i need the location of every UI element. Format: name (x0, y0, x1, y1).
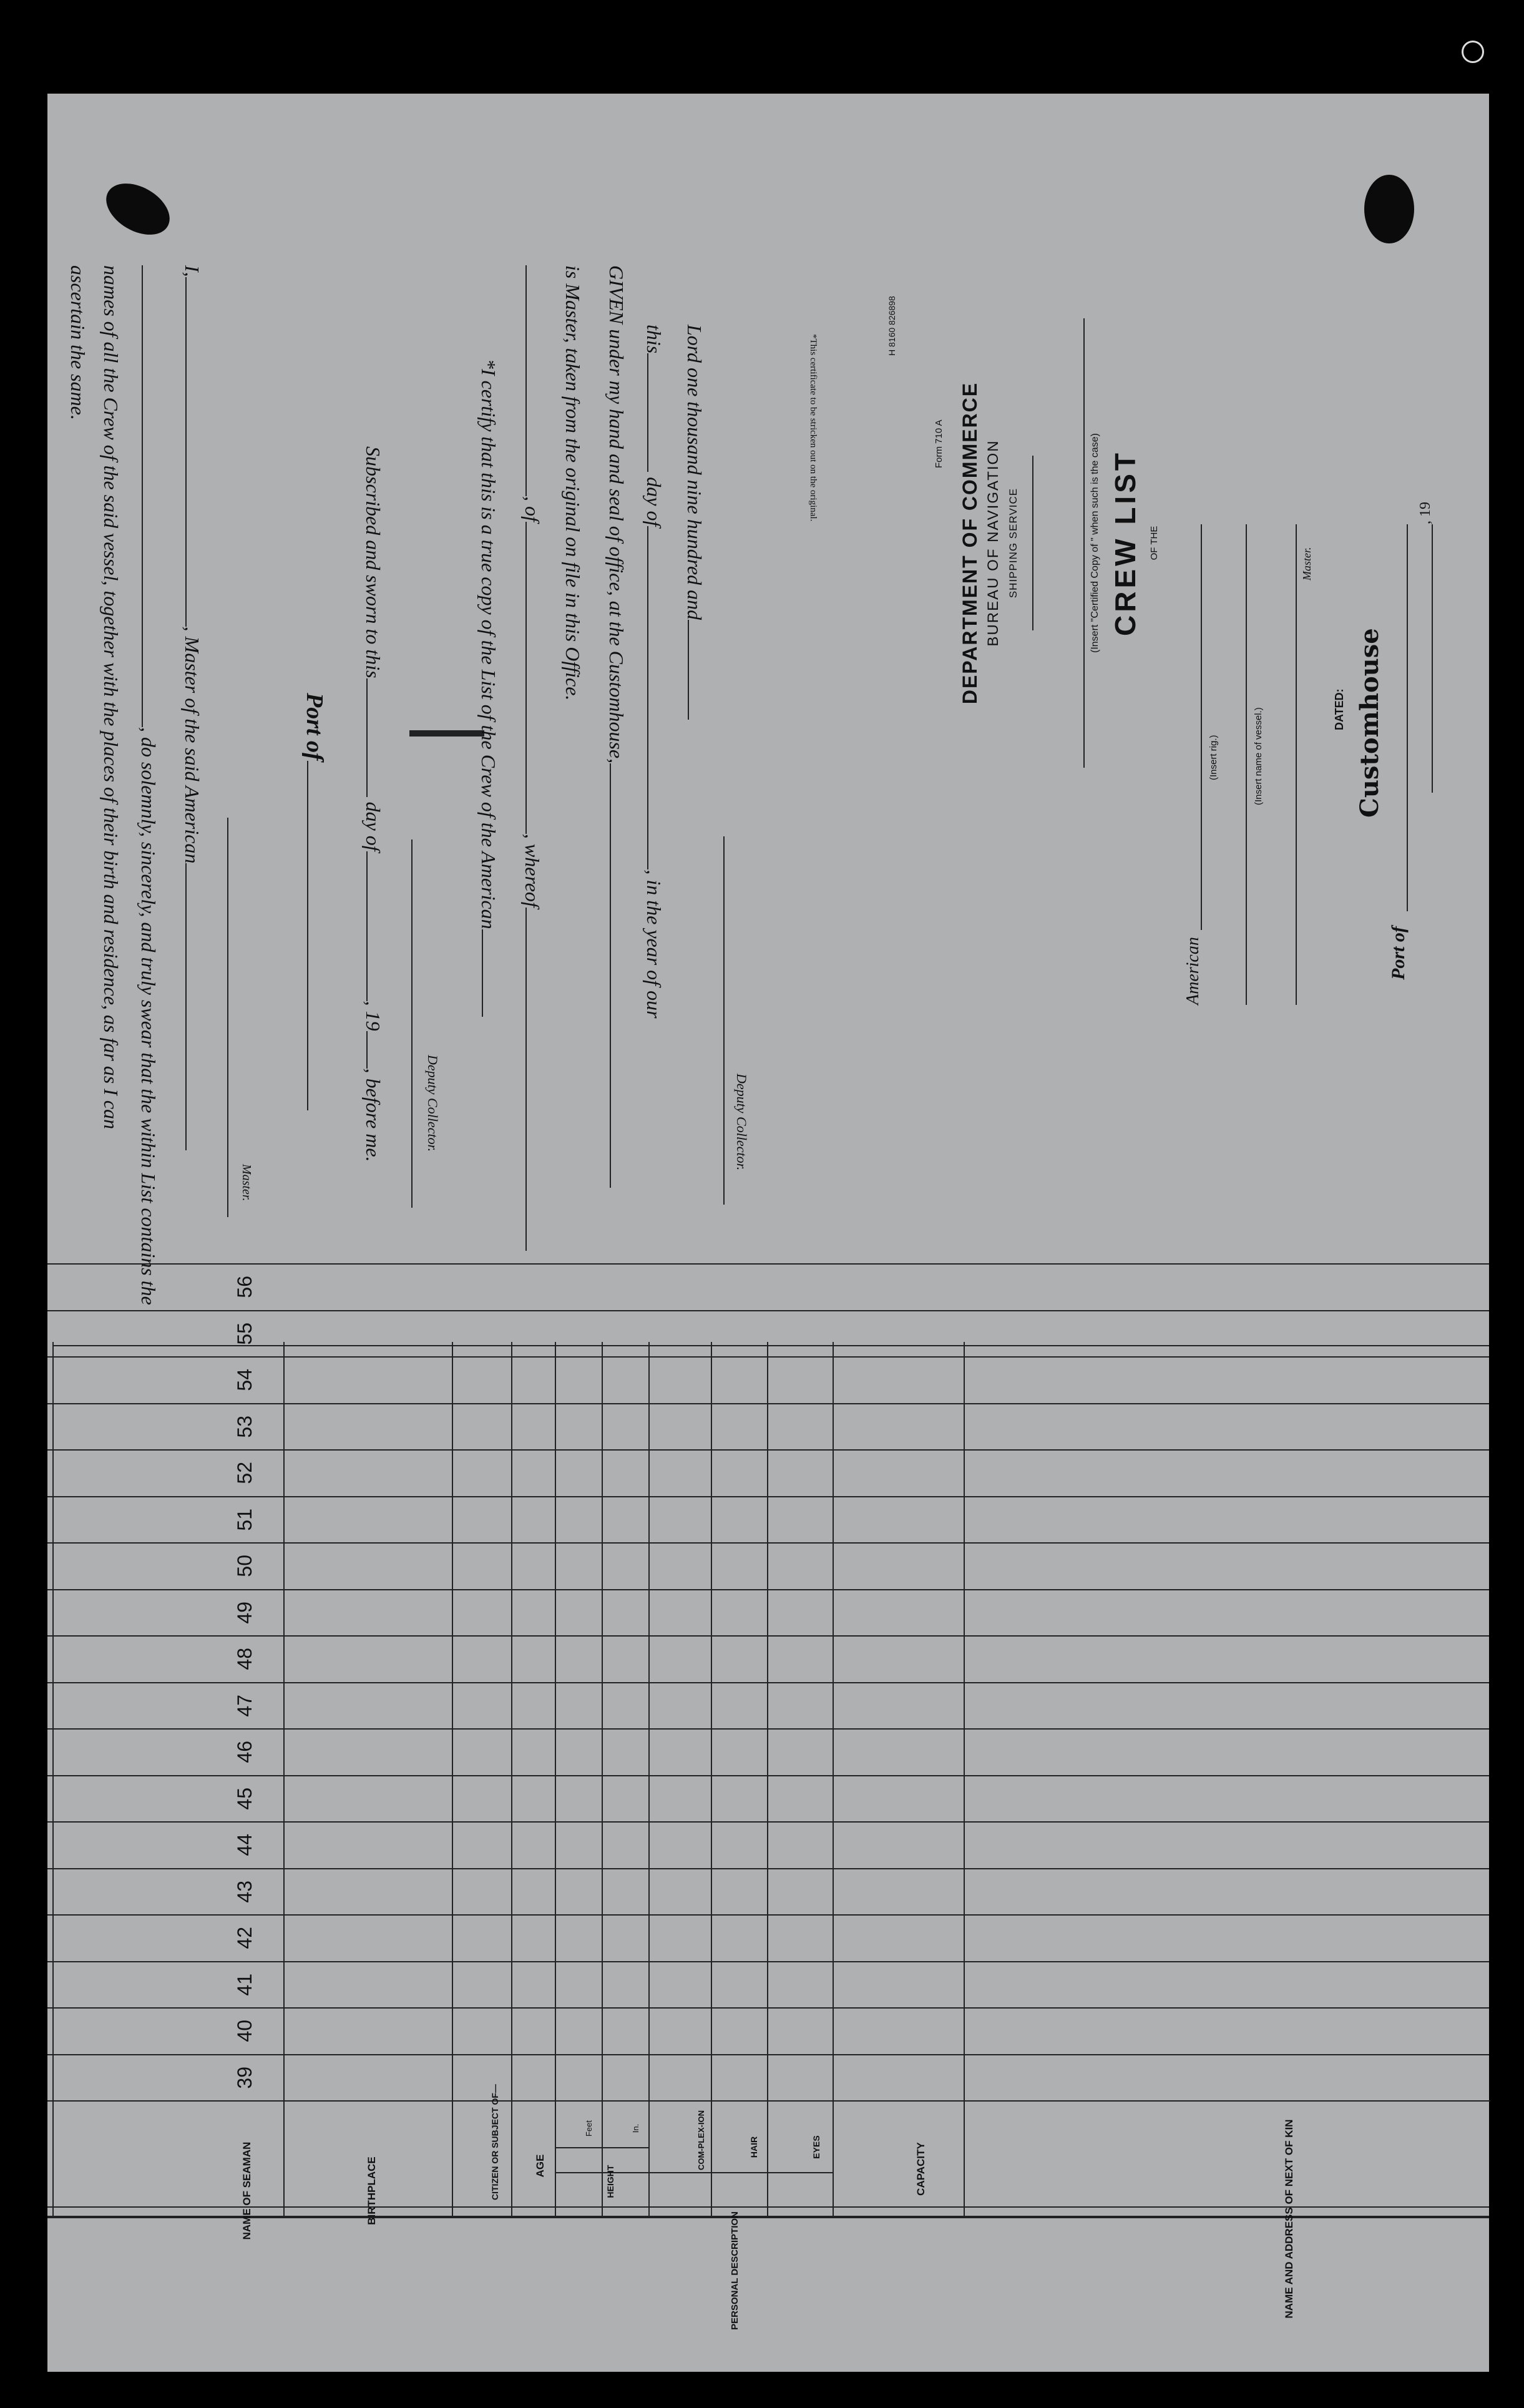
row-number: 40 (233, 2020, 256, 2042)
crew-table (47, 94, 1489, 2372)
row-number: 44 (233, 1834, 256, 1856)
table-row[interactable] (47, 1635, 1489, 1637)
crew-list-title: CREW LIST (1109, 450, 1141, 636)
certify-this: this (643, 325, 665, 354)
table-row[interactable] (47, 1868, 1489, 1869)
table-row[interactable] (47, 1542, 1489, 1544)
certify-footnote: *This certificate to be stricken out on the original. (808, 334, 818, 522)
service-title: SHIPPING SERVICE (1007, 487, 1019, 599)
document-page (47, 94, 1489, 2372)
col-rule-name (283, 1342, 285, 2216)
header-hair (749, 2122, 759, 2172)
height-bracket (556, 2147, 650, 2148)
header-eyes-text: EYES (811, 2135, 821, 2159)
table-row[interactable] (47, 1961, 1489, 1962)
deputy-label-1: Deputy Collector. (425, 1055, 441, 1152)
certify-dayof: day of (643, 477, 665, 527)
insert-vessel-note: (Insert name of vessel.) (1253, 707, 1264, 805)
header-complexion (696, 2111, 706, 2170)
header-height-text: HEIGHT (605, 2165, 615, 2198)
table-row[interactable] (47, 1310, 1489, 1311)
col-rule-eyes (833, 1342, 834, 2216)
header-rule-double (47, 2216, 1489, 2218)
binder-ring (1462, 41, 1484, 63)
oath-i: I, (181, 265, 203, 277)
col-rule-capacity (964, 1342, 965, 2216)
rotated-form (47, 94, 1489, 2372)
certify-line-3: is Master, taken from the original on file in this Office. (562, 265, 584, 701)
header-age-text: AGE (534, 2154, 546, 2178)
table-left-border (54, 1345, 1489, 1346)
of-the: OF THE (1149, 526, 1160, 560)
row-number: 41 (233, 1973, 256, 1996)
table-row[interactable] (47, 1589, 1489, 1590)
oath-line-4: ascertain the same. (67, 265, 89, 420)
header-capacity-text: CAPACITY (915, 2142, 927, 2196)
certify-text-1: *I certify that this is a true copy of the List of the Crew of the American (477, 359, 500, 929)
row-number: 52 (233, 1462, 256, 1484)
table-row[interactable] (47, 2007, 1489, 2009)
form-number: Form 710 A (934, 419, 944, 468)
row-number: 51 (233, 1508, 256, 1531)
col-rule-complexion (711, 1342, 712, 2216)
dated-label: DATED: (1333, 688, 1346, 730)
col-rule-feet (602, 1342, 603, 2216)
header-next-of-kin (1283, 2116, 1296, 2322)
year-19-cover: , 19 (1417, 502, 1434, 524)
row-number: 45 (233, 1787, 256, 1810)
header-next-of-kin-text: NAME AND ADDRESS OF NEXT OF KIN (1283, 2119, 1295, 2319)
header-personal-text: PERSONAL DESCRIPTION (730, 2211, 740, 2330)
col-rule-edge (52, 1342, 54, 2216)
header-hair-text: HAIR (749, 2136, 759, 2158)
table-row[interactable] (47, 2054, 1489, 2055)
punch-hole-blot-2 (1364, 175, 1414, 243)
col-rule-inches (648, 1342, 650, 2216)
department-title: DEPARTMENT OF COMMERCE (959, 381, 981, 705)
certify-lord: Lord one thousand nine hundred and (683, 325, 706, 620)
header-capacity (915, 2122, 927, 2216)
row-number: 50 (233, 1555, 256, 1577)
certify-whereof: , whereof (521, 833, 544, 908)
table-row[interactable] (47, 1449, 1489, 1451)
subscribed-dayof: day of (362, 801, 384, 851)
col-rule-citizen (511, 1342, 512, 2216)
subscribed-text: Subscribed and sworn to this (362, 446, 384, 678)
table-row[interactable] (47, 1496, 1489, 1497)
header-birthplace-text: BIRTHPLACE (366, 2156, 378, 2225)
certify-year-of-our: , in the year of our (643, 869, 665, 1019)
table-row[interactable] (47, 1728, 1489, 1730)
header-citizen (490, 2084, 500, 2200)
header-birthplace (366, 2135, 378, 2247)
header-feet-text: Feet (584, 2120, 593, 2137)
header-complexion-text: COM-PLEX-ION (696, 2110, 706, 2170)
oath-swear-text: , do solemnly, sincerely, and truly swear that the within List contains the (137, 727, 160, 1305)
col-rule-hair (767, 1342, 768, 2216)
header-name-of-seaman (241, 2135, 253, 2247)
certify-of: , of (521, 496, 544, 522)
header-inches (631, 2110, 640, 2147)
subscribed-before-me: , before me. (362, 1068, 384, 1162)
row-number: 47 (233, 1694, 256, 1717)
table-row[interactable] (47, 1775, 1489, 1776)
header-age (534, 2135, 547, 2197)
certified-copy-note: (Insert "Certified Copy of " when such is the case) (1090, 433, 1100, 653)
customhouse-title: Customhouse (1355, 628, 1384, 818)
port-of-label: Port of (301, 693, 328, 761)
row-number: 55 (233, 1322, 256, 1345)
deputy-label-2: Deputy Collector. (734, 1074, 750, 1171)
table-row[interactable] (47, 1403, 1489, 1404)
print-code: H 8160 826898 (887, 296, 897, 356)
header-personal (730, 2177, 740, 2364)
table-row[interactable] (47, 1821, 1489, 1823)
header-name-text: NAME OF SEAMAN (241, 2141, 253, 2240)
port-of-cover-label: Port of (1388, 926, 1409, 980)
row-number: 43 (233, 1880, 256, 1903)
row-number: 54 (233, 1369, 256, 1391)
master-cover-label: Master. (1301, 547, 1313, 580)
certify-given: GIVEN under my hand and seal of office, at the Customhouse, (605, 265, 628, 764)
row-number: 53 (233, 1415, 256, 1438)
american-label: American (1183, 937, 1203, 1005)
header-citizen-text: CITIZEN OR SUBJECT OF— (490, 2084, 500, 2200)
oath-master-of-american: , Master of the said American (181, 626, 203, 864)
table-row[interactable] (47, 1914, 1489, 1916)
header-height (605, 2150, 615, 2213)
oath-line-3: names of all the Crew of the said vessel, together with the places of their birth and residence, as far as I can (100, 265, 122, 1130)
header-bottom-rule (47, 2100, 1490, 2102)
bureau-title: BUREAU OF NAVIGATION (985, 439, 1002, 647)
insert-rig-note: (Insert rig.) (1208, 735, 1219, 780)
row-number: 42 (233, 1927, 256, 1949)
subscribed-19: , 19 (362, 1001, 384, 1031)
row-number: 48 (233, 1648, 256, 1670)
row-number: 56 (233, 1276, 256, 1298)
master-label: Master. (240, 1164, 253, 1202)
col-rule-age (555, 1342, 556, 2216)
col-rule-birthplace (452, 1342, 453, 2216)
header-rule (47, 2206, 1489, 2208)
header-inches-text: In. (631, 2123, 640, 2133)
row-number: 46 (233, 1741, 256, 1763)
table-row[interactable] (47, 1356, 1489, 1358)
header-feet (584, 2110, 593, 2147)
header-eyes (811, 2122, 821, 2172)
row-number: 39 (233, 2066, 256, 2089)
personal-desc-bracket (556, 2172, 834, 2173)
row-number: 49 (233, 1601, 256, 1624)
table-row[interactable] (47, 1263, 1489, 1265)
table-row[interactable] (47, 1682, 1489, 1683)
